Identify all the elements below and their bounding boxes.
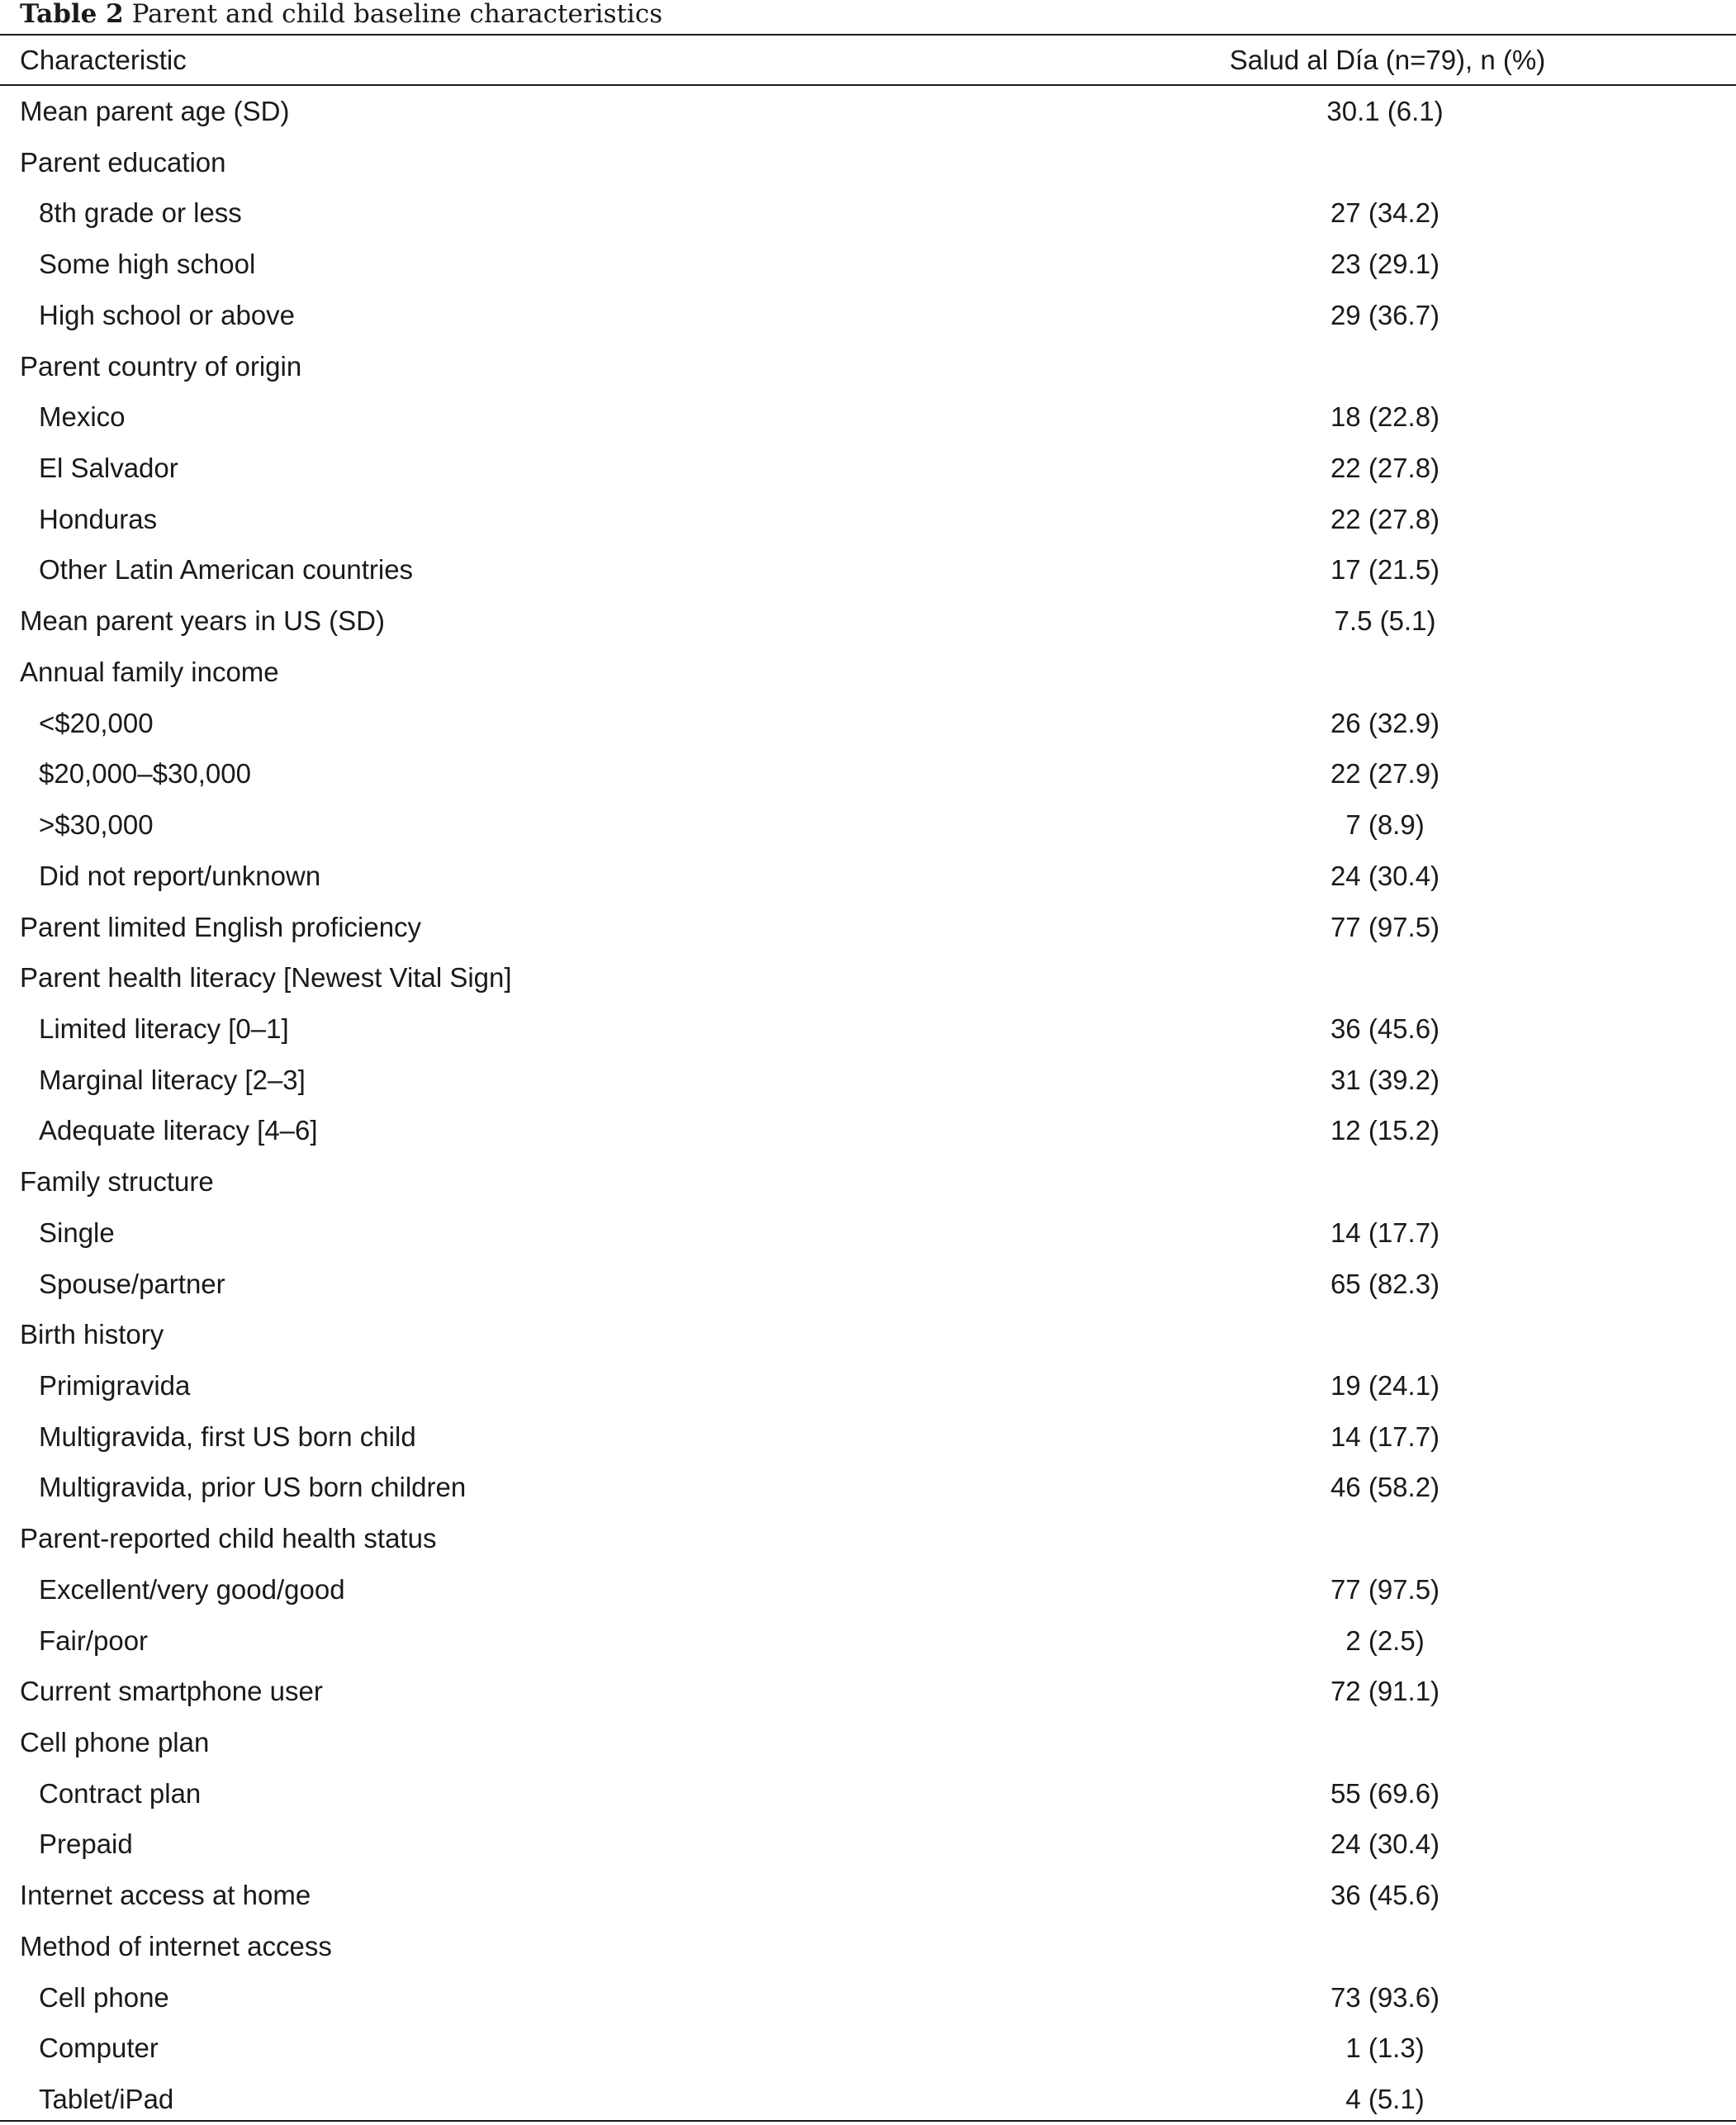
table-row bbox=[0, 1666, 1736, 1717]
table-row-subitem bbox=[0, 1615, 1736, 1667]
row-label: Fair/poor bbox=[39, 1625, 149, 1656]
row-value: 2 (2.5) bbox=[1345, 1625, 1425, 1656]
row-value: 22 (27.9) bbox=[1330, 758, 1440, 790]
table-row-subitem bbox=[0, 1207, 1736, 1259]
row-label: 8th grade or less bbox=[39, 197, 242, 229]
table-row-subitem bbox=[0, 544, 1736, 595]
row-value: 77 (97.5) bbox=[1330, 911, 1440, 942]
table-row bbox=[0, 1309, 1736, 1360]
table-row-subitem bbox=[0, 443, 1736, 494]
row-label: Birth history bbox=[20, 1319, 164, 1350]
row-label: Parent education bbox=[20, 146, 226, 178]
row-label: Parent health literacy [Newest Vital Sign] bbox=[20, 962, 512, 994]
table-row-subitem bbox=[0, 1462, 1736, 1513]
row-label: Some high school bbox=[39, 249, 256, 280]
table-row-subitem bbox=[0, 1768, 1736, 1819]
row-value: 23 (29.1) bbox=[1330, 249, 1440, 280]
table-row bbox=[0, 902, 1736, 953]
table-row bbox=[0, 1156, 1736, 1207]
row-label: Cell phone bbox=[39, 1981, 169, 2013]
row-value: 14 (17.7) bbox=[1330, 1421, 1440, 1452]
row-value: 7 (8.9) bbox=[1345, 809, 1425, 841]
row-label: Single bbox=[39, 1217, 115, 1248]
row-label: Mean parent years in US (SD) bbox=[20, 605, 386, 637]
column-header-value: Salud al Día (n=79), n (%) bbox=[1229, 45, 1546, 75]
row-label: Current smartphone user bbox=[20, 1676, 323, 1707]
row-label: Method of internet access bbox=[20, 1930, 332, 1961]
row-value: 29 (36.7) bbox=[1330, 299, 1440, 330]
row-label: Mexico bbox=[39, 401, 126, 433]
table-caption-title: Parent and child baseline characteristics bbox=[131, 0, 663, 29]
table-row-subitem bbox=[0, 187, 1736, 239]
table-row bbox=[0, 647, 1736, 698]
row-value: 22 (27.8) bbox=[1330, 453, 1440, 484]
row-label: Multigravida, prior US born children bbox=[39, 1472, 467, 1503]
row-value: 26 (32.9) bbox=[1330, 707, 1440, 738]
table-row-subitem bbox=[0, 748, 1736, 799]
row-label: Marginal literacy [2–3] bbox=[39, 1064, 306, 1095]
row-value: 55 (69.6) bbox=[1330, 1777, 1440, 1809]
row-value: 36 (45.6) bbox=[1330, 1013, 1440, 1044]
table-row-subitem bbox=[0, 239, 1736, 290]
row-label: Honduras bbox=[39, 503, 158, 534]
table-row bbox=[0, 952, 1736, 1003]
row-label: Spouse/partner bbox=[39, 1268, 225, 1299]
table-row bbox=[0, 137, 1736, 188]
table-row-subitem bbox=[0, 1360, 1736, 1411]
table-row bbox=[0, 341, 1736, 392]
table-row bbox=[0, 1717, 1736, 1768]
table-row bbox=[0, 595, 1736, 647]
row-value: 7.5 (5.1) bbox=[1334, 605, 1436, 637]
table-row-subitem bbox=[0, 1564, 1736, 1615]
table-caption-label: Table 2 bbox=[20, 0, 124, 29]
row-label: >$30,000 bbox=[39, 809, 154, 841]
row-label: Mean parent age (SD) bbox=[20, 96, 290, 126]
row-value: 24 (30.4) bbox=[1330, 860, 1440, 891]
table-row-subitem bbox=[0, 851, 1736, 902]
table-row-subitem bbox=[0, 1819, 1736, 1870]
row-value: 18 (22.8) bbox=[1330, 401, 1440, 433]
row-label: Annual family income bbox=[20, 656, 279, 687]
row-value: 27 (34.2) bbox=[1330, 197, 1440, 229]
table-row-subitem bbox=[0, 799, 1736, 851]
row-value: 46 (58.2) bbox=[1330, 1472, 1440, 1503]
row-value: 73 (93.6) bbox=[1330, 1981, 1440, 2013]
row-value: 77 (97.5) bbox=[1330, 1573, 1440, 1605]
row-label: High school or above bbox=[39, 299, 296, 330]
row-value: 1 (1.3) bbox=[1345, 2033, 1425, 2064]
table-row bbox=[0, 1921, 1736, 1972]
table-row-subitem bbox=[0, 1003, 1736, 1055]
row-label: Parent-reported child health status bbox=[20, 1523, 437, 1554]
table-row-subitem bbox=[0, 2074, 1736, 2125]
table-row-subitem bbox=[0, 1972, 1736, 2023]
row-label: El Salvador bbox=[39, 453, 178, 484]
row-label: Multigravida, first US born child bbox=[39, 1421, 416, 1452]
table-body bbox=[0, 86, 1736, 2125]
table-row bbox=[0, 1513, 1736, 1564]
table-header-row bbox=[0, 36, 1736, 84]
row-value: 30.1 (6.1) bbox=[1326, 96, 1444, 126]
row-label: Excellent/very good/good bbox=[39, 1573, 345, 1605]
column-header-characteristic: Characteristic bbox=[20, 45, 187, 75]
table-row-subitem bbox=[0, 494, 1736, 545]
row-value: 12 (15.2) bbox=[1330, 1115, 1440, 1146]
row-label: $20,000–$30,000 bbox=[39, 758, 251, 790]
row-label: Limited literacy [0–1] bbox=[39, 1013, 289, 1044]
table-row-subitem bbox=[0, 698, 1736, 749]
row-value: 65 (82.3) bbox=[1330, 1268, 1440, 1299]
table-row-subitem bbox=[0, 1411, 1736, 1463]
table-bottom-rule bbox=[0, 2120, 1736, 2122]
row-label: Parent limited English proficiency bbox=[20, 911, 422, 942]
row-label: Prepaid bbox=[39, 1829, 133, 1860]
table-row bbox=[0, 1870, 1736, 1921]
table-row-subitem bbox=[0, 2023, 1736, 2074]
row-label: Parent country of origin bbox=[20, 350, 302, 382]
row-label: Primigravida bbox=[39, 1369, 191, 1401]
row-value: 17 (21.5) bbox=[1330, 554, 1440, 586]
table-row bbox=[0, 86, 1736, 137]
row-value: 14 (17.7) bbox=[1330, 1217, 1440, 1248]
row-value: 24 (30.4) bbox=[1330, 1829, 1440, 1860]
table-row-subitem bbox=[0, 1259, 1736, 1310]
row-value: 31 (39.2) bbox=[1330, 1064, 1440, 1095]
table-row-subitem bbox=[0, 1105, 1736, 1156]
row-label: Tablet/iPad bbox=[39, 2084, 174, 2115]
row-label: Computer bbox=[39, 2033, 159, 2064]
row-label: Other Latin American countries bbox=[39, 554, 414, 586]
row-label: Family structure bbox=[20, 1166, 214, 1198]
row-value: 36 (45.6) bbox=[1330, 1880, 1440, 1911]
table-row-subitem bbox=[0, 391, 1736, 443]
row-label: Internet access at home bbox=[20, 1880, 311, 1911]
row-label: Cell phone plan bbox=[20, 1727, 210, 1757]
row-value: 72 (91.1) bbox=[1330, 1676, 1440, 1707]
row-value: 19 (24.1) bbox=[1330, 1369, 1440, 1401]
row-value: 22 (27.8) bbox=[1330, 503, 1440, 534]
row-label: Contract plan bbox=[39, 1777, 202, 1809]
row-label: Did not report/unknown bbox=[39, 860, 321, 891]
table-row-subitem bbox=[0, 290, 1736, 341]
row-value: 4 (5.1) bbox=[1345, 2084, 1425, 2115]
row-label: <$20,000 bbox=[39, 707, 154, 738]
row-label: Adequate literacy [4–6] bbox=[39, 1115, 318, 1146]
table-caption bbox=[20, 0, 662, 33]
table-row-subitem bbox=[0, 1055, 1736, 1106]
